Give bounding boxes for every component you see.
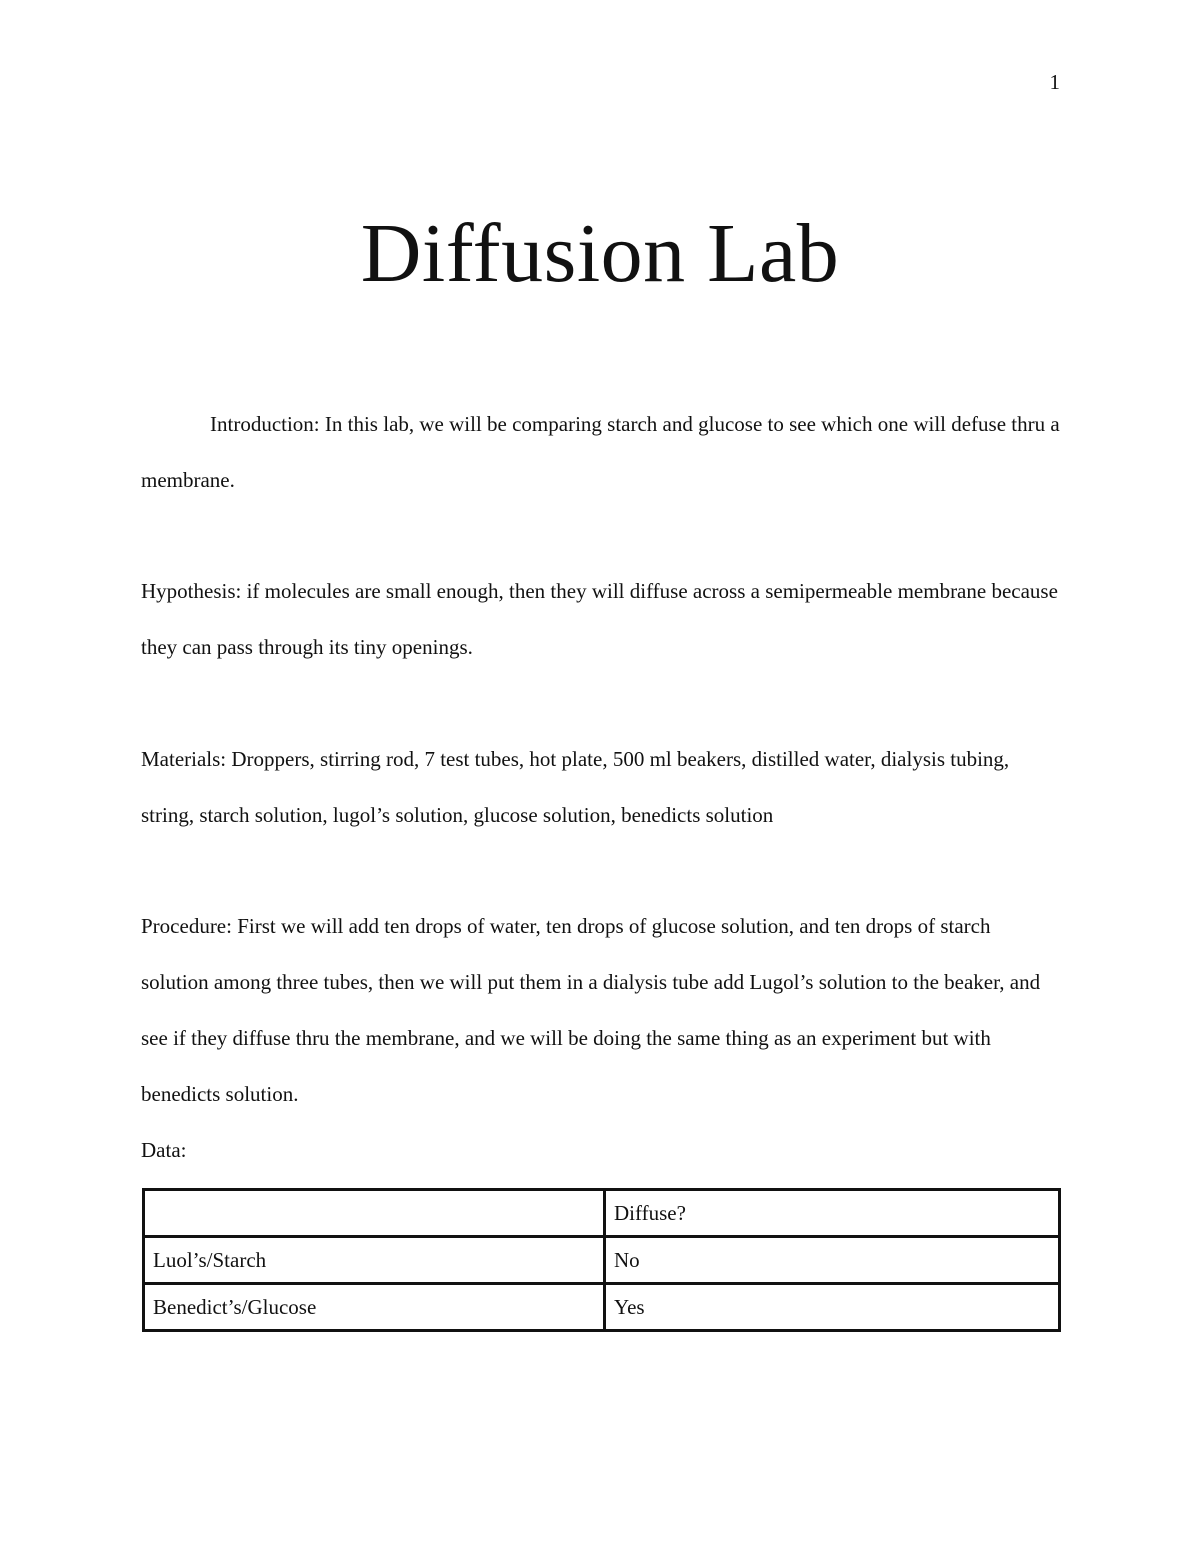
hypothesis-paragraph: Hypothesis: if molecules are small enough, then they will diffuse across a semipermeable membrane because they can pass through its tiny openings. (141, 579, 1058, 659)
table-cell-result: Yes (605, 1284, 1060, 1331)
data-table (142, 1188, 1061, 1332)
table-row (144, 1284, 1060, 1331)
table-row (144, 1237, 1060, 1284)
table-header-cell (144, 1190, 605, 1237)
materials-paragraph: Materials: Droppers, stirring rod, 7 test tubes, hot plate, 500 ml beakers, distilled water, dialysis tubing, string, starch solution, lugol’s solution, glucose solution, benedicts solution (141, 747, 1010, 827)
table-header-cell: Diffuse? (605, 1190, 1060, 1237)
table-header-row (144, 1190, 1060, 1237)
page-number: 1 (1049, 70, 1060, 94)
document-title: Diffusion Lab (360, 207, 840, 300)
table-cell-test: Luol’s/Starch (144, 1237, 605, 1284)
introduction-paragraph: Introduction: In this lab, we will be comparing starch and glucose to see which one will defuse thru a membrane. (141, 412, 1060, 492)
procedure-paragraph: Procedure: First we will add ten drops of water, ten drops of glucose solution, and ten drops of starch solution among three tubes, then we will put them in a dialysis tube add Lugol’s solution to the beaker, and see if they diffuse thru the membrane, and we will be doing the same thing as an experiment but with benedicts solution. (141, 914, 1041, 1106)
table-cell-result: No (605, 1237, 1060, 1284)
table-cell-test: Benedict’s/Glucose (144, 1284, 605, 1331)
data-label: Data: (141, 1138, 187, 1162)
